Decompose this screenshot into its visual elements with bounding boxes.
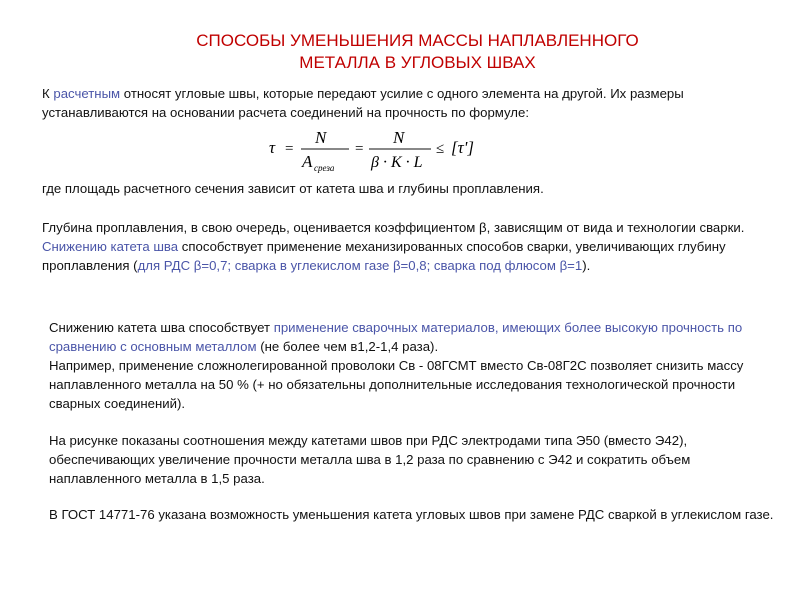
p3-text-a: Глубина проплавления, в свою очередь, оценивается коэффициентом β, зависящим от вида и технологии сварки. [42, 220, 745, 235]
p3-highlight-d: для РДС β=0,7; сварка в углекислом газе β=0,8; сварка под флюсом β=1 [137, 258, 583, 273]
p3-text-e: ). [582, 258, 591, 273]
paragraph-gost-note: В ГОСТ 14771-76 указана возможность уменьшения катета угловых швов при замене РДС сваркой в углекислом газе. [49, 507, 774, 522]
paragraph-penetration-depth [42, 218, 762, 275]
slide-title [100, 30, 735, 74]
p4-highlight: применение сварочных материалов, имеющих более высокую прочность по сравнению с основным металлом [49, 320, 743, 354]
formula-tau: τ [269, 138, 276, 157]
formula-rhs: [τ'] [451, 138, 474, 157]
p3-highlight-b: Снижению катета шва [42, 239, 179, 254]
p4-text-a: Снижению катета шва способствует [49, 320, 274, 335]
formula-numerator-n2: N [393, 128, 405, 147]
formula-denominator-bkl: β · K · L [371, 154, 423, 171]
p1-text-c: относят угловые швы, которые передают усилие с одного элемента на другой. Их размеры устанавливаются на основании расчета соединений на прочность по формуле: [42, 86, 684, 120]
formula-eq1: = [285, 141, 294, 157]
slide-title-line-2: МЕТАЛЛА В УГЛОВЫХ ШВАХ [299, 53, 536, 72]
formula-denominator-a: A [302, 152, 313, 171]
p1-text-a: К [42, 86, 54, 101]
paragraph-figure-description: На рисунке показаны соотношения между катетами швов при РДС электродами типа Э50 (вместо Э42), обеспечивающих увеличение прочности металла шва в 1,2 раза по сравнению с Э42 и сократить объем наплавленного металла в 1,5 раза. [49, 433, 691, 486]
p4-text-c: (не более чем в1,2-1,4 раза). [256, 339, 439, 354]
p1-highlight: расчетным [53, 86, 121, 101]
p3-text-c: способствует применение механизированных способов сварки, увеличивающих глубину проплавления ( [42, 239, 726, 273]
strength-formula [255, 126, 495, 176]
formula-numerator-n: N [315, 128, 327, 147]
paragraph-welding-materials [49, 318, 779, 356]
slide-title-line-1: СПОСОБЫ УМЕНЬШЕНИЯ МАССЫ НАПЛАВЛЕННОГО [196, 31, 639, 50]
formula-le: ≤ [436, 141, 445, 157]
paragraph-calculated-welds [42, 84, 762, 122]
formula-subscript: среза [314, 163, 335, 173]
paragraph-cross-section: где площадь расчетного сечения зависит от катета шва и глубины проплавления. [42, 181, 544, 196]
paragraph-wire-example: Например, применение сложнолегированной проволоки Св - 08ГСМТ вместо Св-08Г2С позволяет снизить массу наплавленного металла на 50 % (+ но обязательны дополнительные исследования технологической прочности сварных соединений). [49, 358, 744, 411]
formula-eq2: = [355, 141, 364, 157]
